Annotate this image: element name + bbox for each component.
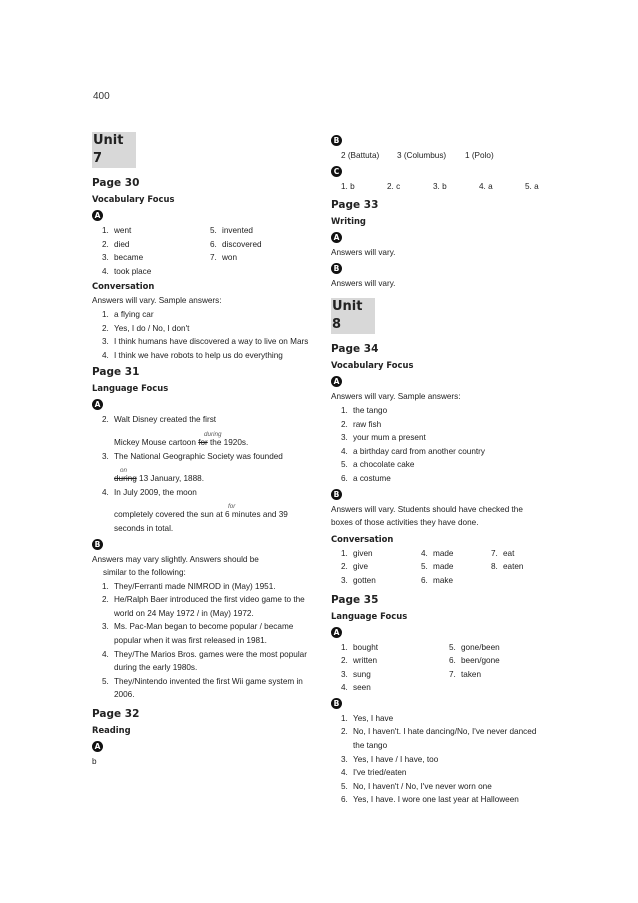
list-item: 2. No, I haven't. I hate dancing/No, I've never danced the tango [341,727,537,751]
section-b-badge: B [331,489,342,500]
writing-heading: Writing [331,216,366,227]
vocabulary-focus-heading: Vocabulary Focus [331,360,414,371]
list-item: 1. They/Ferranti made NIMROD in (May) 1951. [102,581,276,591]
list-item: 7. won [210,253,238,263]
list-item: 4. I've tried/eaten [341,768,407,778]
conversation-heading: Conversation [92,281,155,292]
unit-8-heading: Unit 8 [331,298,375,334]
section-a-badge: A [92,210,103,221]
lang-a-list [331,641,546,695]
answer: 1. b [341,181,355,191]
list-item: 3. your mum a present [341,433,426,443]
list-item: 3. Yes, I have / I have, too [341,754,439,764]
list-item: 5. No, I haven't / No, I've never worn one [341,781,492,791]
list-item: 2. give [341,562,369,572]
list-item: 5. invented [210,226,253,235]
correction-note: on [120,467,128,475]
list-item: 6. Yes, I have. I wore one last year at Halloween [341,795,519,805]
list-item: 1. the tango [341,405,388,415]
vocabulary-focus-heading: Vocabulary Focus [92,194,175,204]
answer: 1 (Polo) [465,151,494,160]
page-number: 400 [93,91,110,102]
page-35-heading: Page 35 [331,593,379,606]
list-item: 5. a chocolate cake [341,460,415,470]
conversation-list [331,547,546,588]
answer: 5. a [525,181,539,191]
list-item: 3. sung [341,669,371,679]
b-answers-row [331,149,546,163]
answer: 3 (Columbus) [397,151,447,160]
answer: 3. b [433,181,447,191]
left-column [92,132,314,769]
list-item: 4. In July 2009, the moon for completely covered the sun at 6 minutes and 39 seconds in total. [102,487,288,533]
list-item: 1. given [341,548,373,558]
list-item: 3. Ms. Pac-Man began to become popular / became popular when it was first released in 1981. [102,622,294,646]
vocab-b-text: Answers will vary. Students should have checked the boxes of those activities they have done. [331,504,523,528]
language-focus-heading: Language Focus [331,610,408,621]
list-item: 3. The National Geographic Society was founded on during 13 January, 1888. [102,451,283,484]
answer: 4. a [479,181,493,191]
section-b-badge: B [92,539,103,550]
reading-heading: Reading [92,725,131,736]
list-item: 4. I think we have robots to help us do everything [102,350,283,360]
section-c-badge: C [331,166,342,177]
list-item: 4. They/The Marios Bros. games were the most popular during the early 1980s. [102,649,307,673]
list-item: 4. made [421,548,454,558]
section-a-badge: A [331,627,342,638]
list-item: 8. eaten [491,562,524,572]
section-b-badge: B [331,263,342,274]
section-a-badge: A [92,399,103,410]
list-item: 4. seen [341,683,371,693]
struck-word: during [114,474,137,484]
conversation-heading: Conversation [331,533,394,544]
list-item: 3. I think humans have discovered a way to live on Mars [102,337,309,347]
unit-7-heading: Unit 7 [92,132,136,168]
list-item: 2. Yes, I do / No, I don't [102,323,190,333]
section-b-badge: B [331,698,342,709]
page-33-heading: Page 33 [331,199,379,212]
c-answers-row [331,180,546,194]
reading-a-answer: b [92,757,97,767]
list-item: 1. a flying car [102,309,154,319]
list-item: 7. taken [449,669,482,679]
b-intro-2: similar to the following: [103,568,186,578]
struck-word: for [198,437,208,447]
answer: 2. c [387,181,401,191]
list-item: 1. Yes, I have [341,713,394,723]
section-b-badge: B [331,135,342,146]
writing-b-text: Answers will vary. [331,278,396,288]
list-item: 2. Walt Disney created the first during Mickey Mouse cartoon for the 1920s. [102,415,249,447]
list-item: 6. discovered [210,239,262,249]
conversation-intro: Answers will vary. Sample answers: [92,296,222,306]
list-item: 2. died [102,239,130,249]
list-item: 5. They/Nintendo invented the first Wii game system in 2006. [102,676,303,700]
answer: 2 (Battuta) [341,151,380,160]
list-item: 7. eat [491,548,515,558]
b-intro: Answers may vary slightly. Answers should be [92,554,259,564]
correction-note: for [228,503,236,511]
page-31-heading: Page 31 [92,366,140,379]
list-item: 1. bought [341,642,379,652]
list-item: 2. written [341,656,378,666]
section-a-badge: A [92,741,103,752]
section-a-badge: A [331,376,342,387]
list-item: 6. been/gone [449,656,500,666]
page-32-heading: Page 32 [92,708,140,721]
list-item: 1. went [102,226,132,235]
correction-note: during [204,430,222,438]
list-item: 2. raw fish [341,419,382,429]
page-34-heading: Page 34 [331,343,379,356]
list-item: 2. He/Ralph Baer introduced the first video game to the world on 24 May 1972 / in (May) 1972. [102,595,305,618]
vocab-a-list [92,224,314,278]
list-item: 6. a costume [341,473,391,483]
list-item: 4. took place [102,266,152,276]
section-a-badge: A [331,232,342,243]
list-item: 3. became [102,253,144,263]
list-item: 5. gone/been [449,642,500,652]
writing-a-text: Answers will vary. [331,248,396,258]
page-30-heading: Page 30 [92,177,140,189]
language-focus-heading: Language Focus [92,383,169,394]
right-column [331,132,546,807]
vocab-a-intro: Answers will vary. Sample answers: [331,392,461,402]
list-item: 4. a birthday card from another country [341,446,485,456]
list-item: 3. gotten [341,575,376,585]
list-item: 6. make [421,575,454,585]
list-item: 5. made [421,562,454,572]
